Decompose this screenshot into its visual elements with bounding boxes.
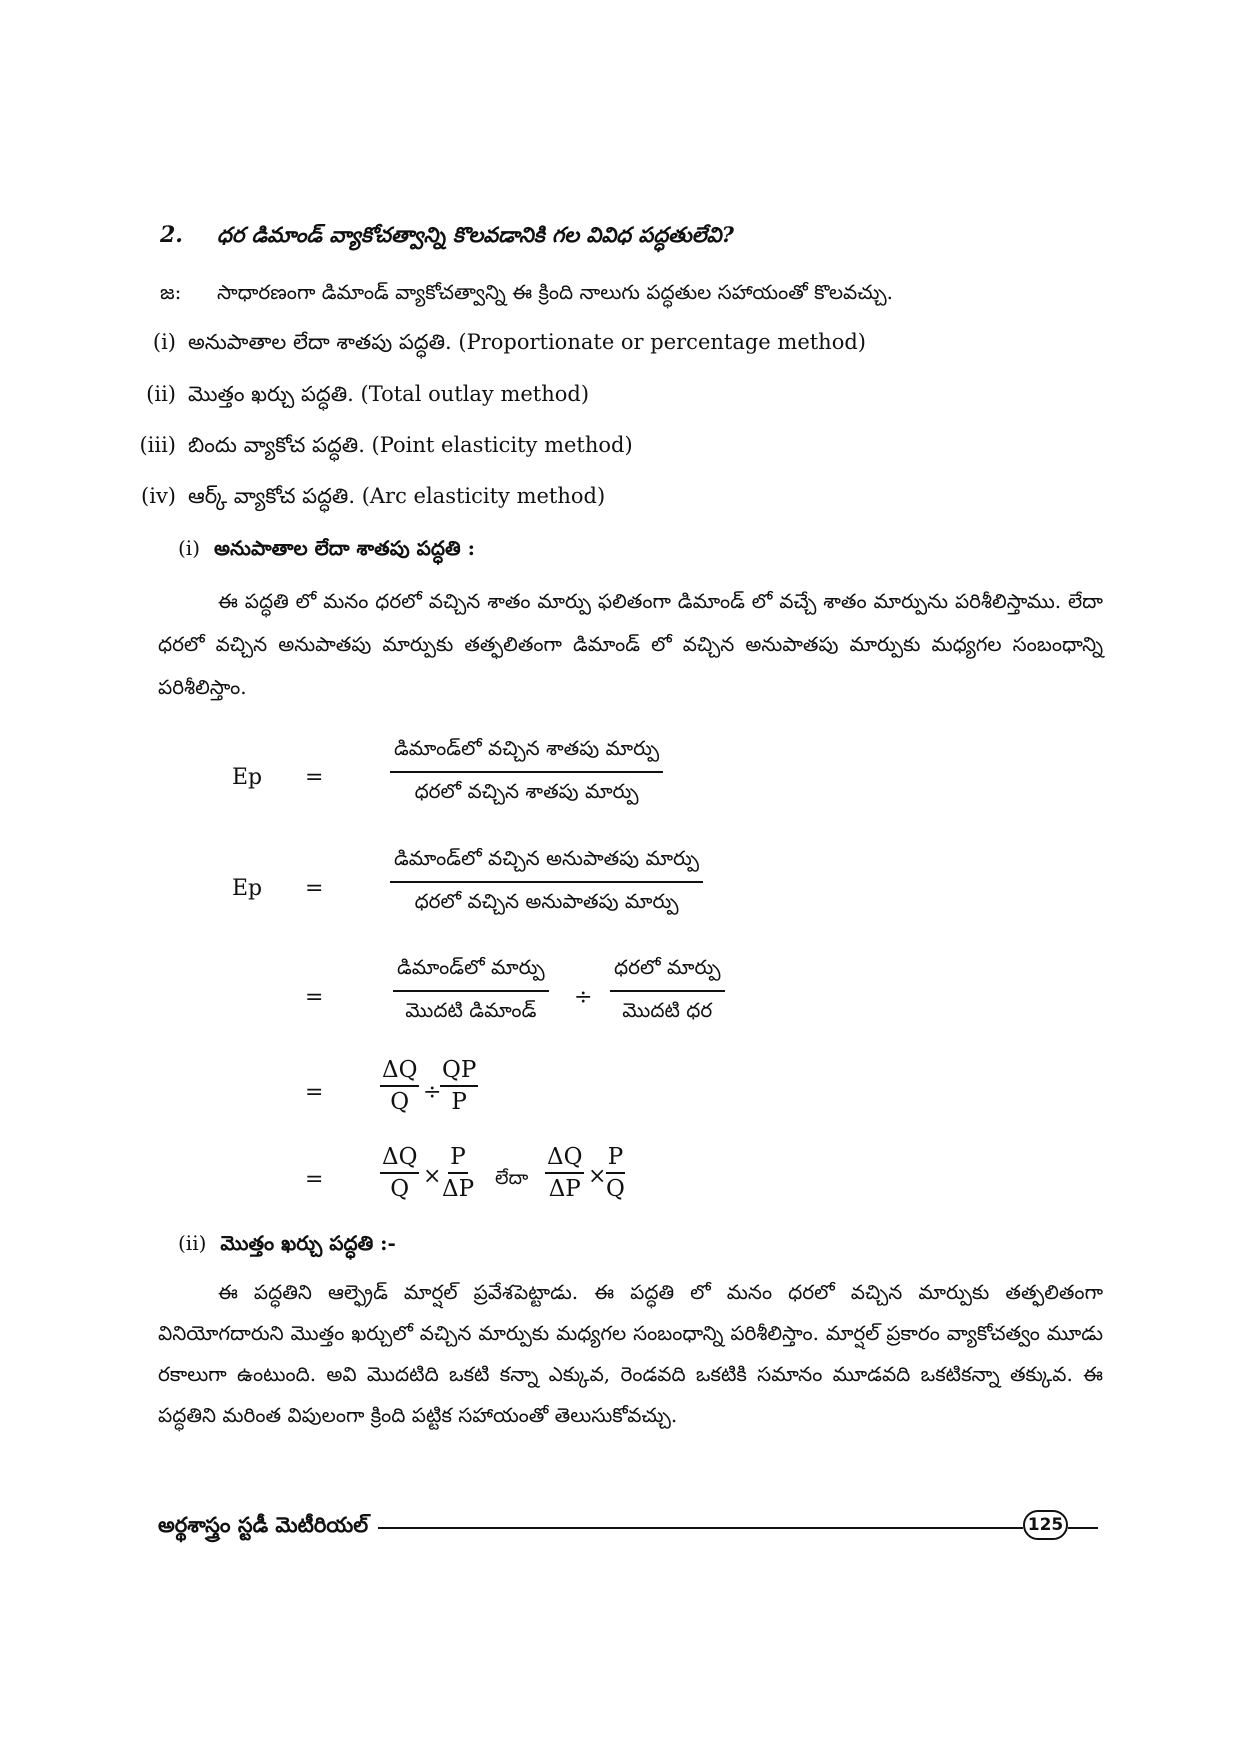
section-heading — [178, 536, 475, 565]
method-item — [130, 484, 605, 514]
answer-intro: సాధారణంగా డిమాండ్ వ్యాకోచత్వాన్ని ఈ క్రింది నాలుగు పద్ధతుల సహాయంతో కొలవచ్చు. — [217, 280, 893, 304]
denominator: ధరలో వచ్చిన శాతపు మార్పు — [414, 779, 639, 803]
method-number: (iv) — [141, 484, 176, 508]
paragraph-text: ఈ పద్ధతిని ఆల్ఫ్రెడ్ మార్షల్ ప్రవేశపెట్టాడు. ఈ పద్ధతి లో మనం ధరలో వచ్చిన మార్పుకు తత్ఫలితంగా వినియోగదారుని మొత్తం ఖర్చులో వచ్చిన మార్పుకు మధ్యగల సంబంధాన్ని పరిశీలిస్తాం. మార్షల్ ప్రకారం వ్యాకోచత్వం మూడు రకాలుగా ఉంటుంది. అవి మొదటిది ఒకటి కన్నా ఎక్కువ, రెండవది ఒకటికి సమానం మూడవది ఒకటికన్నా తక్కువ. ఈ పద్ధతిని మరింత విపులంగా క్రింది పట్టిక సహాయంతో తెలుసుకోవచ్చు. — [158, 1280, 1103, 1427]
divide-sign: ÷ — [423, 1080, 442, 1105]
equals-sign: = — [305, 765, 324, 790]
fraction — [610, 955, 725, 1027]
numerator: P — [606, 1144, 625, 1174]
denominator: Q — [390, 1176, 410, 1202]
page-number: 125 — [1023, 1510, 1068, 1540]
answer-label: జ: — [160, 280, 182, 304]
denominator: మొదటి ధర — [622, 998, 713, 1022]
times-sign: × — [588, 1164, 607, 1189]
method-number: (i) — [152, 330, 176, 354]
fraction — [390, 846, 703, 918]
method-item — [130, 330, 866, 360]
question-text: ధర డిమాండ్ వ్యాకోచత్వాన్ని కొలవడానికి గల వివిధ పద్ధతులేవి? — [217, 222, 734, 247]
equals-sign: = — [305, 985, 324, 1010]
equals-sign: = — [305, 1167, 324, 1192]
numerator: QP — [440, 1057, 478, 1087]
section-title: అనుపాతాల లేదా శాతపు పద్ధతి : — [214, 536, 475, 560]
equals-sign: = — [305, 1080, 324, 1105]
numerator: ధరలో మార్పు — [610, 955, 725, 992]
ep-label: Ep — [232, 765, 263, 790]
equals-sign: = — [305, 876, 324, 901]
footer-title: అర్థశాస్త్రం స్టడీ మెటీరియల్ — [158, 1512, 369, 1537]
or-text: లేదా — [495, 1167, 529, 1189]
method-text: మొత్తం ఖర్చు పద్ధతి. (Total outlay method) — [188, 382, 590, 406]
numerator: డిమాండ్‌లో వచ్చిన శాతపు మార్పు — [390, 736, 663, 773]
numerator: ΔQ — [380, 1057, 419, 1087]
denominator: Q — [390, 1089, 410, 1115]
ep-label: Ep — [232, 876, 263, 901]
denominator: P — [451, 1089, 467, 1115]
method-number: (iii) — [139, 433, 176, 457]
method-text: బిందు వ్యాకోచ పద్ధతి. (Point elasticity method) — [188, 433, 633, 457]
method-item — [130, 382, 589, 412]
numerator: ΔQ — [380, 1144, 419, 1174]
method-text: ఆర్క్ వ్యాకోచ పద్ధతి. (Arc elasticity method) — [188, 484, 606, 508]
section-number: (i) — [178, 536, 201, 560]
times-sign: × — [423, 1164, 442, 1189]
fraction — [440, 1144, 476, 1202]
numerator: డిమాండ్‌లో వచ్చిన అనుపాతపు మార్పు — [390, 846, 703, 883]
section-paragraph — [158, 1272, 1103, 1436]
fraction — [390, 736, 663, 808]
fraction — [440, 1057, 478, 1115]
fraction — [380, 1057, 419, 1115]
denominator: ధరలో వచ్చిన అనుపాతపు మార్పు — [414, 889, 679, 913]
denominator: ΔP — [442, 1176, 475, 1202]
fraction — [604, 1144, 627, 1202]
numerator: P — [448, 1144, 467, 1174]
method-number: (ii) — [146, 382, 176, 406]
paragraph-text: ఈ పద్ధతి లో మనం ధరలో వచ్చిన శాతం మార్పు ఫలితంగా డిమాండ్ లో వచ్చే శాతం మార్పును పరిశీలిస్తాము. లేదా ధరలో వచ్చిన అనుపాతపు మార్పుకు తత్ఫలితంగా డిమాండ్ లో వచ్చిన అనుపాతపు మార్పుకు మధ్యగల సంబంధాన్ని పరిశీలిస్తాం. — [158, 589, 1103, 699]
method-text: అనుపాతాల లేదా శాతపు పద్ధతి. (Proportionate or percentage method) — [188, 330, 866, 354]
footer-rule — [1068, 1527, 1098, 1529]
denominator: Q — [606, 1176, 625, 1202]
section-number: (ii) — [178, 1231, 207, 1255]
numerator: డిమాండ్‌లో మార్పు — [393, 955, 549, 992]
denominator: మొదటి డిమాండ్ — [405, 998, 537, 1022]
section-paragraph — [158, 580, 1103, 709]
section-title: మొత్తం ఖర్చు పద్ధతి :- — [220, 1231, 396, 1255]
fraction — [393, 955, 549, 1027]
fraction — [545, 1144, 584, 1202]
denominator: ΔP — [548, 1176, 581, 1202]
section-heading — [178, 1231, 396, 1260]
method-item — [130, 433, 633, 463]
footer-rule — [378, 1527, 1023, 1529]
fraction — [380, 1144, 419, 1202]
numerator: ΔQ — [545, 1144, 584, 1174]
question-number: 2. — [160, 222, 183, 248]
divide-sign: ÷ — [574, 985, 593, 1010]
